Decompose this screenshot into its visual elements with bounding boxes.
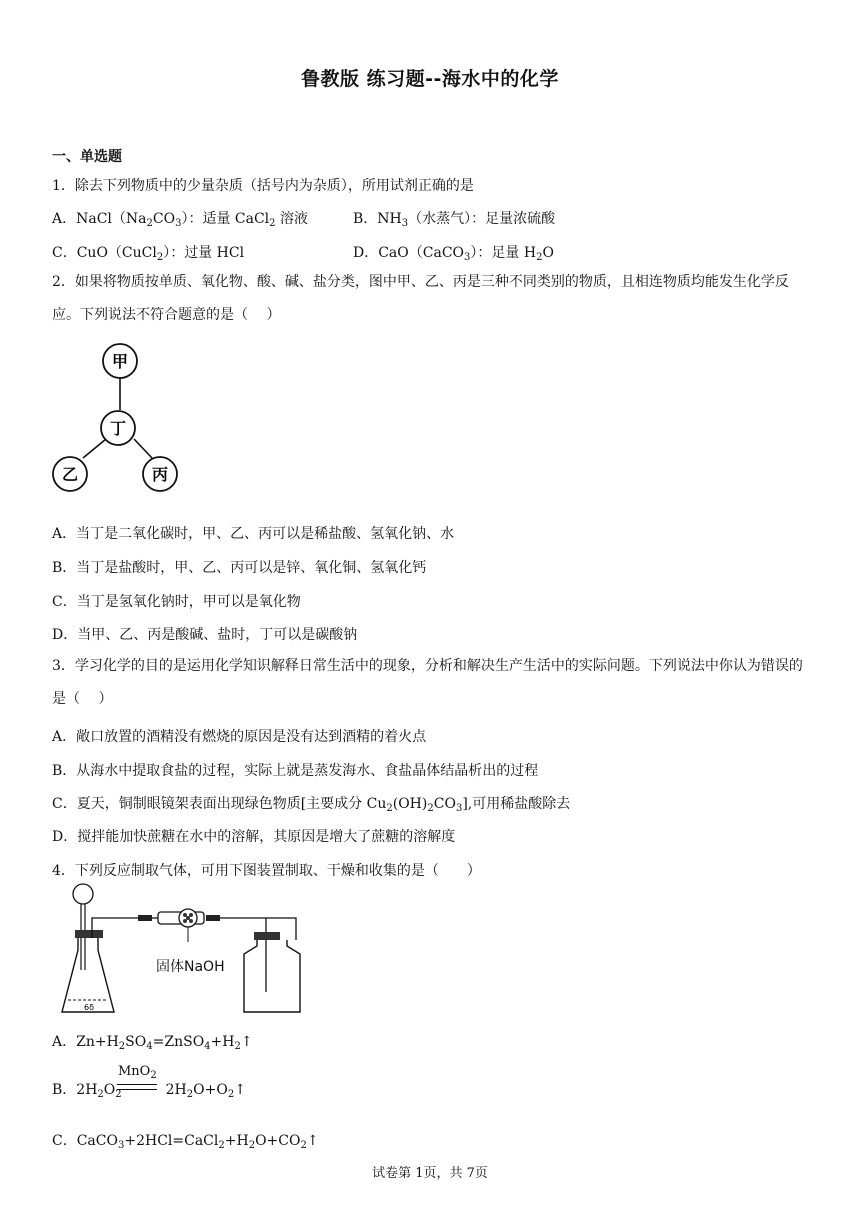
page-footer: 试卷第 1页，共 7页: [372, 1166, 488, 1181]
q1-option-d[interactable]: D．CaO（CaCO$_3$）：足量 $H_2O$: [353, 245, 554, 263]
question-4-stem: 4．下列反应制取气体，可用下图装置制取、干燥和收集的是（ ）: [52, 863, 481, 879]
q3-option-c[interactable]: C．夏天，铜制眼镜架表面出现绿色物质[主要成分 $Cu_2(OH)_2CO_3$],可用稀盐酸除去: [52, 796, 571, 814]
q1-option-c[interactable]: C．CuO（CuCl$_2$）：过量 HCl: [52, 245, 245, 263]
reaction-diagram: [48, 340, 183, 495]
node-right: 丙: [151, 465, 169, 484]
gas-apparatus-diagram: [58, 880, 308, 1020]
q3-option-a[interactable]: A．敞口放置的酒精没有燃烧的原因是没有达到酒精的着火点: [52, 729, 427, 745]
q1-option-b[interactable]: B．$NH_3$（水蒸气）：足量浓硫酸: [353, 211, 556, 229]
q2-option-a[interactable]: A．当丁是二氧化碳时，甲、乙、丙可以是稀盐酸、氢氧化钠、水: [52, 526, 455, 542]
node-top: 甲: [111, 352, 129, 371]
q2-option-b[interactable]: B．当丁是盐酸时，甲、乙、丙可以是锌、氧化铜、氢氧化钙: [52, 560, 427, 576]
apparatus-label: 固体NaOH: [156, 959, 225, 975]
catalyst-label: MnO$_2$: [118, 1064, 157, 1081]
question-2-stem: 2．如果将物质按单质、氧化物、酸、碱、盐分类，图中甲、乙、丙是三种不同类别的物质，且相连物质均能发生化学反应。下列说法不符合题意的是（ ）: [52, 274, 789, 323]
page-title: 鲁教版 练习题--海水中的化学: [301, 68, 559, 90]
q3-option-b[interactable]: B．从海水中提取食盐的过程，实际上就是蒸发海水、食盐晶体结晶析出的过程: [52, 763, 539, 779]
q2-option-d[interactable]: D．当甲、乙、丙是酸碱、盐时，丁可以是碳酸钠: [52, 627, 358, 643]
question-1-stem: 1．除去下列物质中的少量杂质（括号内为杂质），所用试剂正确的是: [52, 178, 474, 194]
svg-text:6δ: 6δ: [84, 1003, 94, 1012]
node-center: 丁: [109, 419, 127, 438]
question-3-stem: 3．学习化学的目的是运用化学知识解释日常生活中的现象，分析和解决生产生活中的实际问题。下列说法中你认为错误的是（ ）: [52, 658, 803, 707]
q4-option-c[interactable]: C．$CaCO_3+2HCl=CaCl_2+H_2O+CO_2↑$: [52, 1133, 319, 1151]
q4-option-b[interactable]: B．$2H_2O_2$ $2H_2O+O_2↑$: [52, 1082, 246, 1100]
section-heading: 一、单选题: [52, 149, 122, 165]
q2-option-c[interactable]: C．当丁是氢氧化钠时，甲可以是氧化物: [52, 594, 301, 610]
q3-option-d[interactable]: D．搅拌能加快蔗糖在水中的溶解，其原因是增大了蔗糖的溶解度: [52, 829, 456, 845]
q1-option-a[interactable]: A．$NaCl(Na_2CO_3)$：适量 CaCl$_2$ 溶液: [52, 211, 308, 229]
q4-option-a[interactable]: A．$Zn+H_2SO_4=ZnSO_4+H_2↑$: [52, 1034, 253, 1052]
node-left: 乙: [61, 465, 79, 484]
